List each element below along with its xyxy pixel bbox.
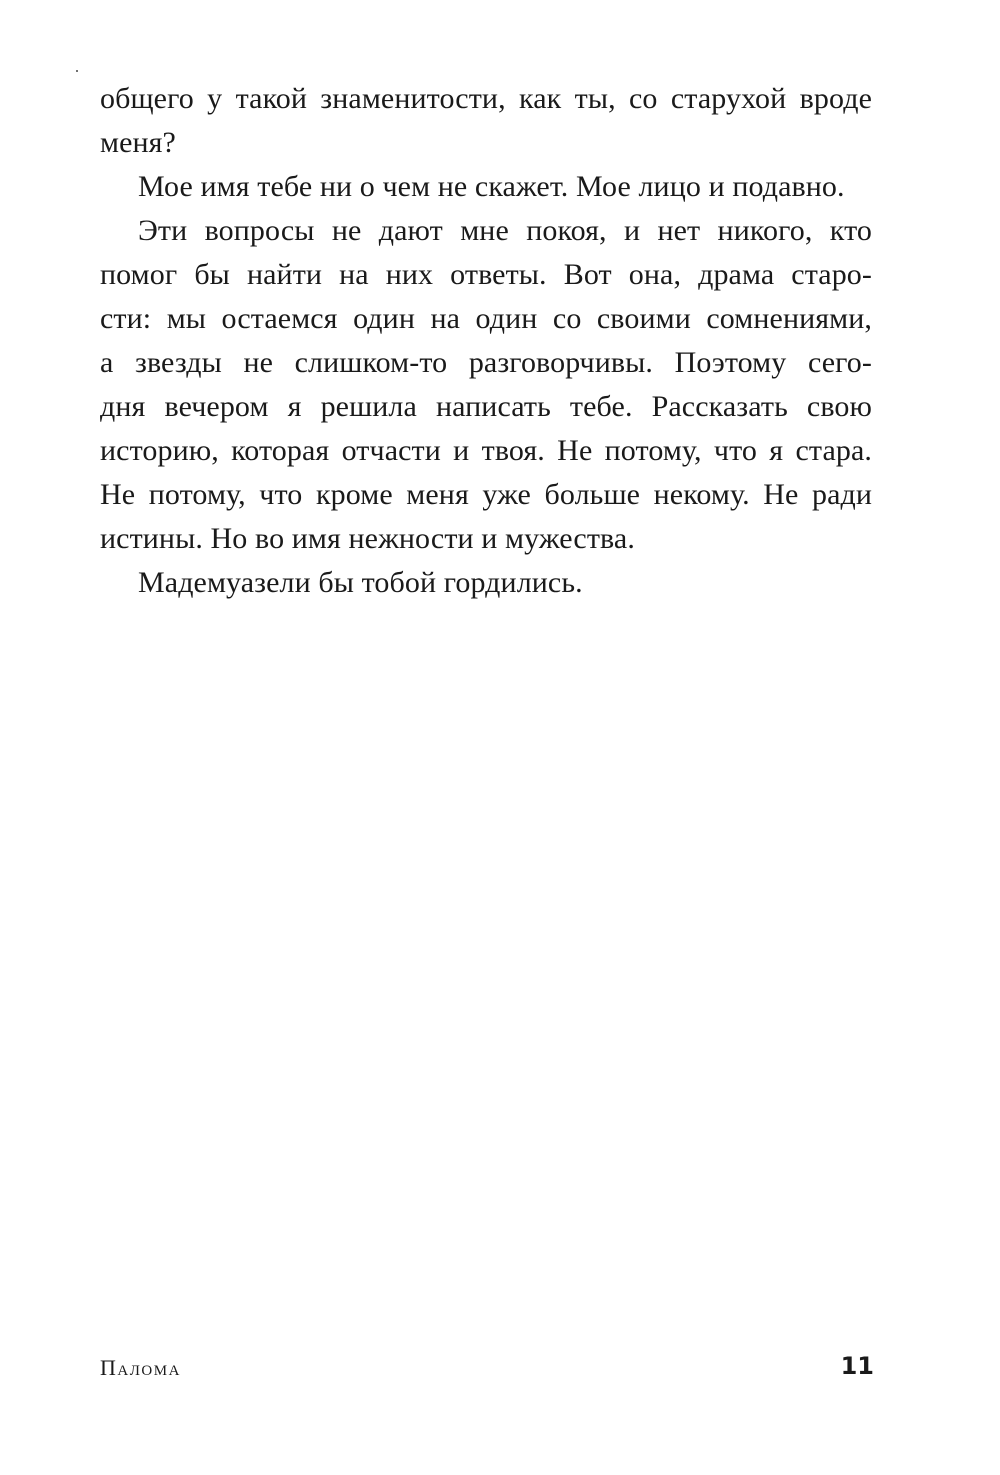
running-title: Паломa	[100, 1355, 181, 1380]
text-line: помог бы найти на них ответы. Вот она, драма старо-	[100, 258, 872, 291]
paragraph-start-line: Эти вопросы не дают мне покоя, и нет никого, кто	[138, 214, 872, 247]
paragraph-start-line: Мадемуазели бы тобой гордились.	[138, 566, 583, 599]
text-line: а звезды не слишком-то разговорчивы. Поэтому сего-	[100, 346, 872, 379]
text-line: общего у такой знаменитости, как ты, со старухой вроде	[100, 82, 872, 115]
print-speck	[76, 70, 78, 72]
text-line: меня?	[100, 126, 176, 159]
text-line: историю, которая отчасти и твоя. Не потому, что я стара.	[100, 434, 872, 467]
page-number: 11	[840, 1352, 874, 1380]
text-line: истины. Но во имя нежности и мужества.	[100, 522, 635, 555]
text-line: Не потому, что кроме меня уже больше некому. Не ради	[100, 478, 872, 511]
text-line: сти: мы остаемся один на один со своими сомнениями,	[100, 302, 872, 335]
text-line: дня вечером я решила написать тебе. Рассказать свою	[100, 390, 872, 423]
body-text	[100, 77, 872, 605]
paragraph-start-line: Мое имя тебе ни о чем не скажет. Мое лицо и подавно.	[138, 170, 845, 203]
